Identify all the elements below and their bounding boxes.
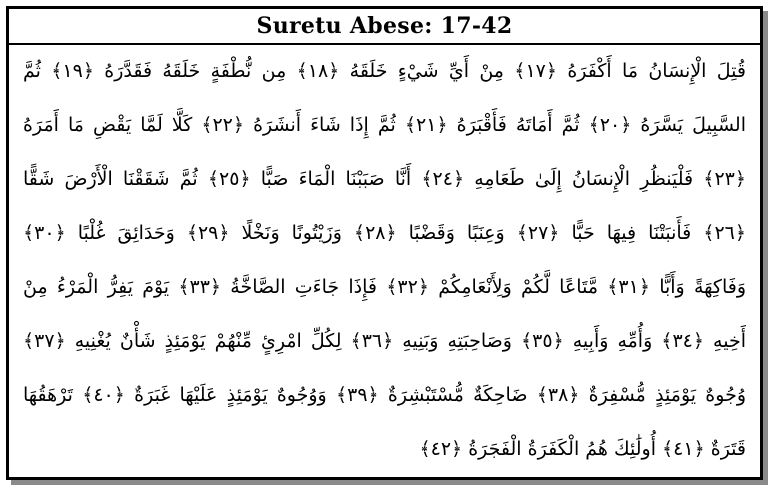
page-title: Suretu Abese: 17-42 bbox=[256, 13, 513, 39]
verse-line-3: ﴿٢٣﴾ فَلْيَنظُرِ الْإِنسَانُ إِلَىٰ طَعَامِهِ ﴿٢٤﴾ أَنَّا صَبَبْنَا الْمَاءَ صَبًّا ﴿٢٥﴾ ثُمَّ شَقَقْنَا الْأَرْضَ شَقًّا bbox=[23, 168, 746, 190]
verse-line-8: قَتَرَةٌ ﴿٤١﴾ أُولَٰئِكَ هُمُ الْكَفَرَةُ الْفَجَرَةُ ﴿٤٢﴾ bbox=[419, 438, 746, 460]
document-frame bbox=[6, 6, 763, 480]
verse-text-block bbox=[23, 49, 746, 471]
verse-line-7: وُجُوهٌ يَوْمَئِذٍ مُّسْفِرَةٌ ﴿٣٨﴾ ضَاحِكَةٌ مُّسْتَبْشِرَةٌ ﴿٣٩﴾ وَوُجُوهٌ يَوْمَئِذٍ عَلَيْهَا غَبَرَةٌ ﴿٤٠﴾ تَرْهَقُهَا bbox=[23, 384, 746, 406]
verse-line-1: قُتِلَ الْإِنسَانُ مَا أَكْفَرَهُ ﴿١٧﴾ مِنْ أَيِّ شَيْءٍ خَلَقَهُ ﴿١٨﴾ مِن نُّطْفَةٍ خَلَقَهُ فَقَدَّرَهُ ﴿١٩﴾ ثُمَّ bbox=[23, 60, 746, 82]
title-bar bbox=[9, 9, 760, 45]
verse-line-2: السَّبِيلَ يَسَّرَهُ ﴿٢٠﴾ ثُمَّ أَمَاتَهُ فَأَقْبَرَهُ ﴿٢١﴾ ثُمَّ إِذَا شَاءَ أَنشَرَهُ ﴿٢٢﴾ كَلَّا لَمَّا يَقْضِ مَا أَمَرَهُ bbox=[23, 114, 746, 136]
verse-line-4: ﴿٢٦﴾ فَأَنبَتْنَا فِيهَا حَبًّا ﴿٢٧﴾ وَعِنَبًا وَقَضْبًا ﴿٢٨﴾ وَزَيْتُونًا وَنَخْلًا ﴿٢٩﴾ وَحَدَائِقَ غُلْبًا ﴿٣٠﴾ bbox=[23, 222, 746, 244]
verse-line-6: أَخِيهِ ﴿٣٤﴾ وَأُمِّهِ وَأَبِيهِ ﴿٣٥﴾ وَصَاحِبَتِهِ وَبَنِيهِ ﴿٣٦﴾ لِكُلِّ امْرِئٍ مِّنْهُمْ يَوْمَئِذٍ شَأْنٌ يُغْنِيهِ ﴿٣٧﴾ bbox=[23, 330, 746, 352]
verse-line-5: وَفَاكِهَةً وَأَبًّا ﴿٣١﴾ مَّتَاعًا لَّكُمْ وَلِأَنْعَامِكُمْ ﴿٣٢﴾ فَإِذَا جَاءَتِ الصَّاخَّةُ ﴿٣٣﴾ يَوْمَ يَفِرُّ الْمَرْءُ مِنْ bbox=[23, 276, 746, 298]
